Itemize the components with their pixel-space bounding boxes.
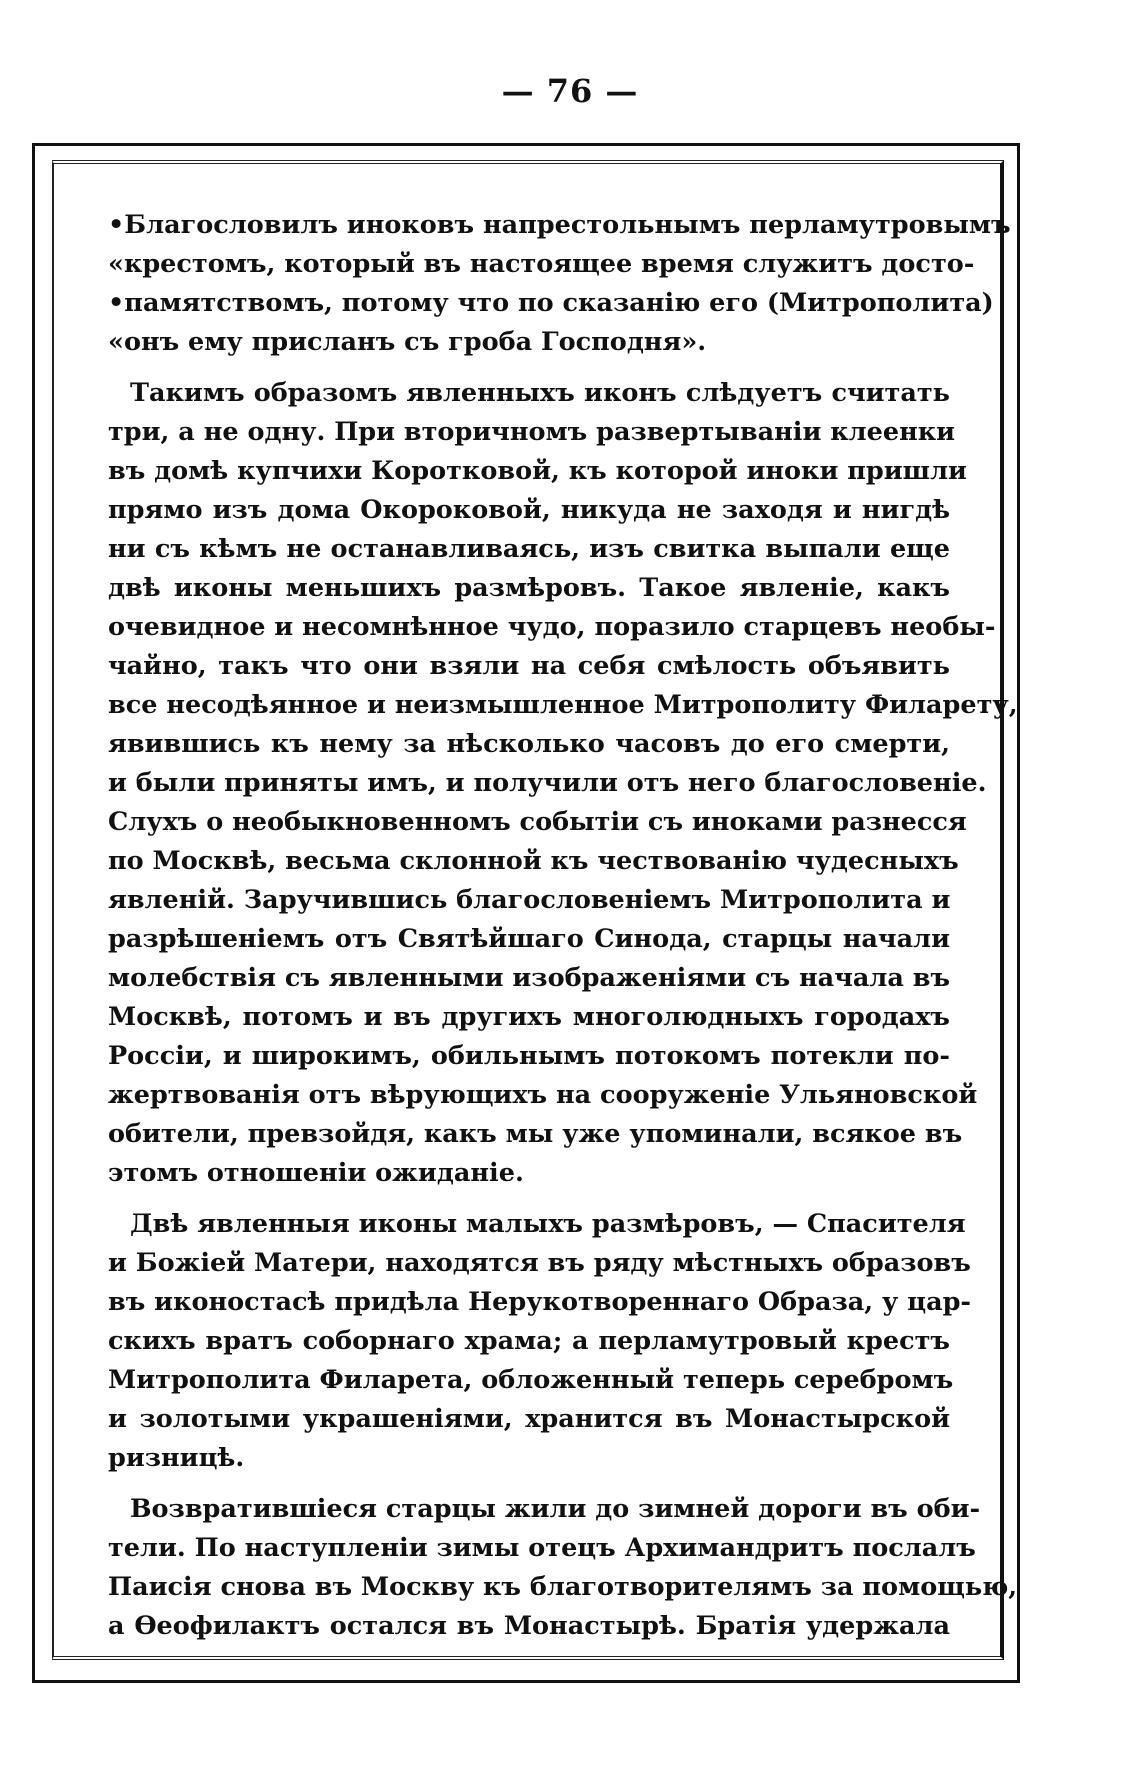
text-line: Паисія снова въ Москву къ благотворителямъ за помощью,	[108, 1572, 1018, 1602]
text-line: Митрополита Филарета, обложенный теперь серебромъ	[108, 1365, 954, 1395]
text-line: молебствія съ явленными изображеніями съ начала въ	[108, 963, 951, 993]
text-line: и были приняты имъ, и получили отъ него благословеніе.	[108, 768, 987, 798]
paragraph-1	[108, 206, 1011, 362]
text-line: Двѣ явленныя иконы малыхъ размѣровъ, — Спасителя	[130, 1209, 966, 1239]
body-text	[108, 206, 1018, 1646]
text-line: очевидное и несомнѣнное чудо, поразило старцевъ необы-	[108, 612, 996, 642]
paragraph-3	[108, 1205, 972, 1478]
text-line: три, а не одну. При вторичномъ развертываніи клеенки	[108, 417, 956, 447]
text-line: по Москвѣ, весьма склонной къ чествованію чудесныхъ	[108, 846, 959, 876]
text-line: «онъ ему присланъ съ гроба Господня».	[108, 327, 707, 357]
text-line: все несодѣянное и неизмышленное Митрополиту Филарету,	[108, 690, 1018, 720]
text-line: •Благословилъ иноковъ напрестольнымъ перламутровымъ	[108, 210, 1011, 240]
text-line: •памятствомъ, потому что по сказанію его (Митрополита)	[108, 288, 994, 318]
text-line: жертвованія отъ вѣрующихъ на сооруженіе Ульяновской	[108, 1080, 978, 1110]
paragraph-2	[108, 374, 1018, 1193]
text-line: и золотыми украшеніями, хранится въ Монастырской	[108, 1404, 950, 1434]
text-line: чайно, такъ что они взяли на себя смѣлость объявить	[108, 651, 950, 681]
text-line: явившись къ нему за нѣсколько часовъ до его смерти,	[108, 729, 950, 759]
text-line: обители, превзойдя, какъ мы уже упоминали, всякое въ	[108, 1119, 963, 1149]
text-line: Россіи, и широкимъ, обильнымъ потокомъ потекли по-	[108, 1041, 950, 1071]
text-line: ризницѣ.	[108, 1443, 245, 1473]
page-number: — 76 —	[501, 72, 639, 110]
text-line: Москвѣ, потомъ и въ другихъ многолюдныхъ городахъ	[108, 1002, 950, 1032]
text-line: разрѣшеніемъ отъ Святѣйшаго Синода, старцы начали	[108, 924, 950, 954]
text-line: явленій. Заручившись благословеніемъ Митрополита и	[108, 885, 951, 915]
text-line: Такимъ образомъ явленныхъ иконъ слѣдуетъ считать	[130, 378, 950, 408]
text-line: прямо изъ дома Окороковой, никуда не заходя и нигдѣ	[108, 495, 950, 525]
text-line: этомъ отношеніи ожиданіе.	[108, 1158, 524, 1188]
text-line: Возвратившіеся старцы жили до зимней дороги въ оби-	[130, 1494, 981, 1524]
text-line: тели. По наступленіи зимы отецъ Архимандритъ послалъ	[108, 1533, 976, 1563]
text-line: въ домѣ купчихи Коротковой, къ которой иноки пришли	[108, 456, 967, 486]
text-line: скихъ вратъ соборнаго храма; а перламутровый крестъ	[108, 1326, 950, 1356]
text-line: Слухъ о необыкновенномъ событіи съ иноками разнесся	[108, 807, 967, 837]
text-line: въ иконостасѣ придѣла Нерукотвореннаго Образа, у цар-	[108, 1287, 972, 1317]
text-line: а Өеофилактъ остался въ Монастырѣ. Братія удержала	[108, 1611, 950, 1641]
text-line: «крестомъ, который въ настоящее время служитъ досто-	[108, 249, 975, 279]
text-line: двѣ иконы меньшихъ размѣровъ. Такое явленіе, какъ	[108, 573, 950, 603]
text-line: ни съ кѣмъ не останавливаясь, изъ свитка выпали еще	[108, 534, 950, 564]
paragraph-4	[108, 1490, 1018, 1646]
text-line: и Божіей Матери, находятся въ ряду мѣстныхъ образовъ	[108, 1248, 971, 1278]
